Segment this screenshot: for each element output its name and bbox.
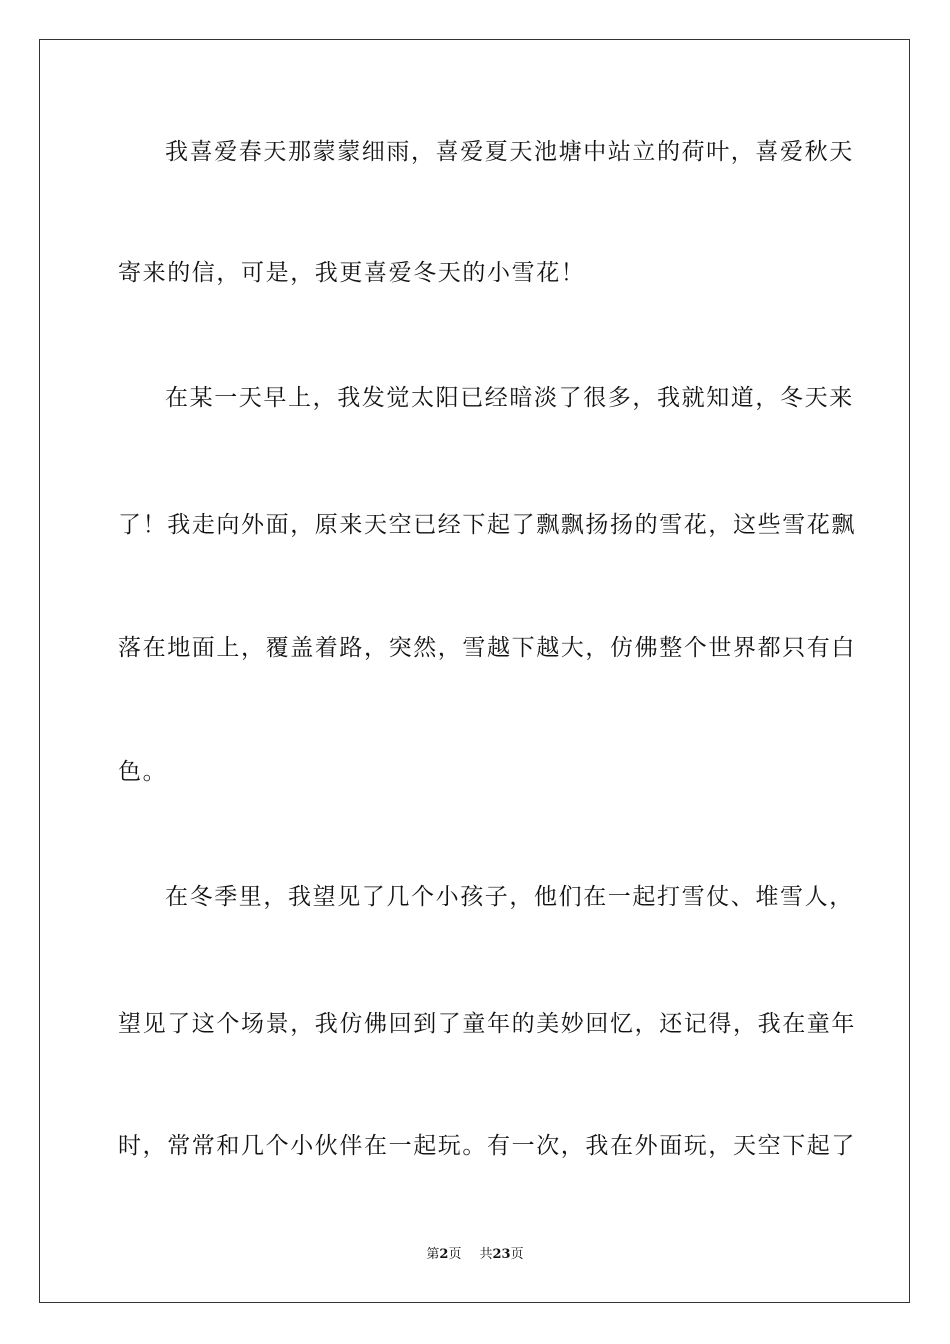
page-number: 2 — [439, 1247, 449, 1262]
page-unit: 页 — [448, 1247, 462, 1262]
page-prefix: 第 — [426, 1247, 440, 1262]
page-frame — [39, 39, 910, 1303]
paragraph-line: 时，常常和几个小伙伴在一起玩。有一次，我在外面玩，天空下起了 — [118, 1133, 856, 1159]
paragraph-line: 寄来的信，可是，我更喜爱冬天的小雪花！ — [118, 260, 586, 286]
total-unit: 页 — [510, 1247, 524, 1262]
paragraph-line: 望见了这个场景，我仿佛回到了童年的美妙回忆，还记得，我在童年 — [118, 1011, 856, 1037]
paragraph-line: 我喜爱春天那蒙蒙细雨，喜爱夏天池塘中站立的荷叶，喜爱秋天 — [165, 139, 854, 165]
paragraph-line: 了！我走向外面，原来天空已经下起了飘飘扬扬的雪花，这些雪花飘 — [118, 512, 856, 538]
total-prefix: 共 — [479, 1247, 493, 1262]
paragraph-line: 落在地面上，覆盖着路，突然，雪越下越大，仿佛整个世界都只有白 — [118, 635, 856, 661]
paragraph-line: 在冬季里，我望见了几个小孩子，他们在一起打雪仗、堆雪人， — [165, 884, 854, 910]
paragraph-line: 在某一天早上，我发觉太阳已经暗淡了很多，我就知道，冬天来 — [165, 385, 854, 411]
paragraph-line: 色。 — [118, 759, 168, 785]
page-total: 23 — [492, 1247, 511, 1262]
page-footer — [0, 1247, 950, 1263]
